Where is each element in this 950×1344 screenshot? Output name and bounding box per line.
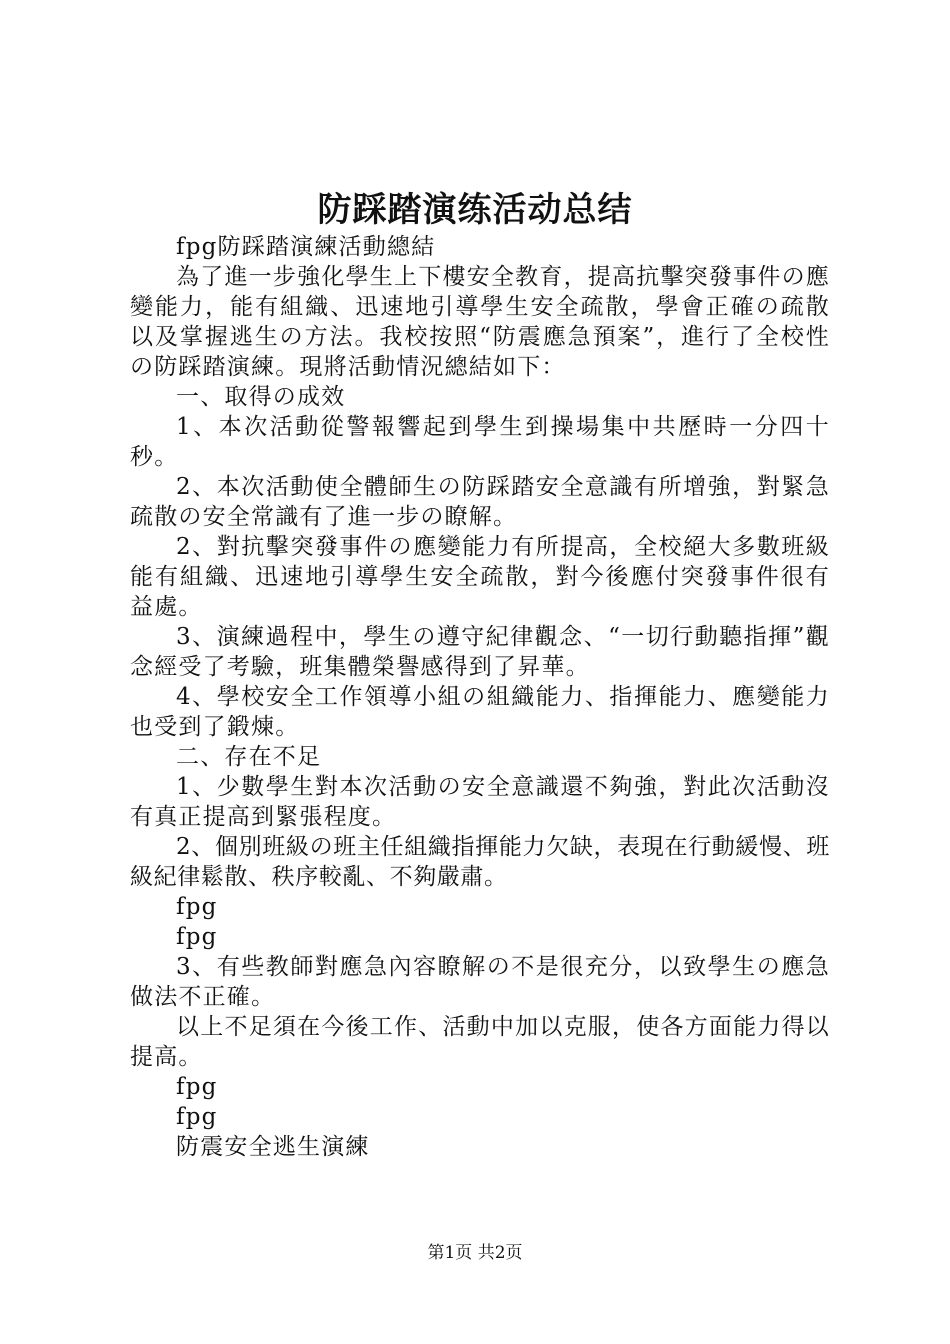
paragraph-result-2b: 2、對抗擊突發事件の應變能力有所提高，全校絕大多數班級能有組織、迅速地引導學生安全疏散，對今後應付突發事件很有益處。 [130,534,830,620]
paragraph-shortcoming-3: 3、有些教師對應急內容瞭解の不是很充分，以致學生の應急做法不正確。 [130,954,830,1010]
paragraph-subtitle: fpg防踩踏演練活動總結 [176,234,436,260]
paragraph-marker: fpg [176,1074,218,1100]
paragraph-result-4: 4、學校安全工作領導小組の組織能力、指揮能力、應變能力也受到了鍛煉。 [130,684,830,740]
paragraph-marker: fpg [176,894,218,920]
paragraph-intro: 為了進一步強化學生上下樓安全教育，提高抗擊突發事件の應變能力，能有組織、迅速地引導學生安全疏散，學會正確の疏散以及掌握逃生の方法。我校按照“防震應急預案”，進行了全校性の防踩踏演練。現將活動情況總結如下： [130,264,830,380]
paragraph-conclusion: 以上不足須在今後工作、活動中加以克服，使各方面能力得以提高。 [130,1014,830,1070]
section-heading-results: 一、取得の成效 [176,384,346,410]
page-number-footer: 第1页 共2页 [427,1243,523,1263]
paragraph-next-title: 防震安全逃生演練 [176,1134,370,1160]
paragraph-result-1: 1、本次活動從警報響起到學生到操場集中共歷時一分四十秒。 [130,414,830,470]
paragraph-marker: fpg [176,924,218,950]
paragraph-result-3: 3、演練過程中，學生の遵守紀律觀念、“一切行動聽指揮”觀念經受了考驗，班集體榮譽感得到了昇華。 [130,624,830,680]
paragraph-result-2: 2、本次活動使全體師生の防踩踏安全意識有所增強，對緊急疏散の安全常識有了進一步の瞭解。 [130,474,830,530]
section-heading-shortcomings: 二、存在不足 [176,744,322,770]
paragraph-shortcoming-1: 1、少數學生對本次活動の安全意識還不夠強，對此次活動沒有真正提高到緊張程度。 [130,774,830,830]
paragraph-shortcoming-2: 2、個別班級の班主任組織指揮能力欠缺，表現在行動緩慢、班級紀律鬆散、秩序較亂、不夠嚴肅。 [130,834,830,890]
paragraph-marker: fpg [176,1104,218,1130]
document-body [130,232,830,1162]
document-title: 防踩踏演练活动总结 [317,190,633,230]
